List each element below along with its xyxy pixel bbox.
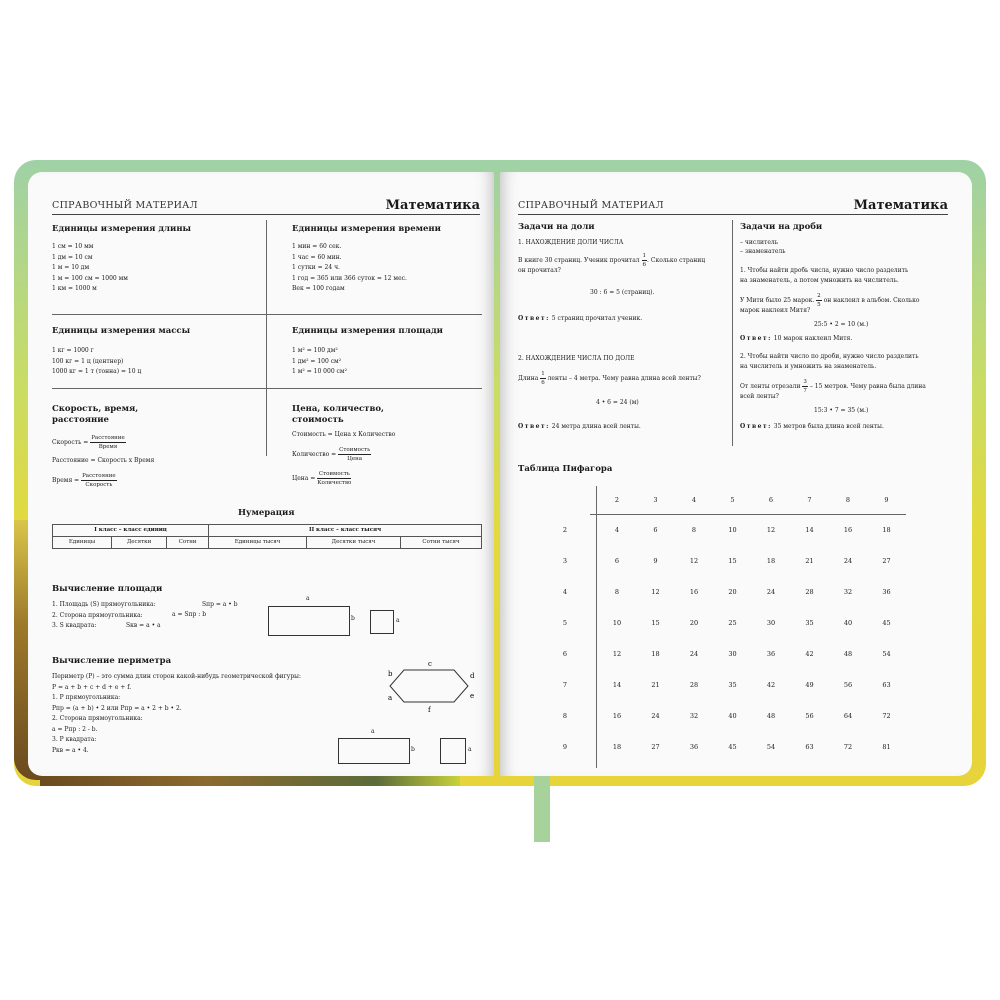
pythagoras-header-cell: 3 [653, 496, 658, 504]
pythagoras-row-header: 2 [562, 526, 568, 534]
fraction-rule-2-cont: на числитель и умножить на знаменатель. [740, 363, 877, 370]
pythagoras-cell: 49 [805, 681, 814, 689]
fraction-answer-2: Ответ: 35 метров была длина всей ленты. [740, 423, 884, 430]
time-units-title: Единицы измерения времени [292, 224, 441, 234]
pythagoras-cell: 42 [805, 650, 814, 658]
pythagoras-cell: 21 [805, 557, 814, 565]
pythagoras-cell: 18 [766, 557, 776, 565]
pythagoras-cell: 6 [653, 526, 658, 534]
pythagoras-cell: 24 [689, 650, 699, 658]
pythagoras-cell: 14 [805, 526, 814, 534]
grid-divider [52, 314, 482, 315]
left-page [28, 172, 494, 776]
pythagoras-cell: 12 [689, 557, 699, 565]
bookmark-ribbon[interactable] [534, 776, 550, 842]
pythagoras-cell: 48 [843, 650, 853, 658]
hex-label: a [388, 694, 393, 702]
pythagoras-cell: 9 [653, 557, 658, 565]
numeration-table [52, 524, 482, 549]
page-header [518, 192, 948, 215]
pythagoras-vertical-rule [596, 486, 597, 768]
area-calc-lines: 1. Площадь (S) прямоугольника: 2. Сторона прямоугольника: 3. S квадрата: [52, 601, 156, 629]
pythagoras-cell: 36 [689, 743, 699, 751]
pythagoras-cell: 54 [766, 743, 776, 751]
perimeter-lines: Периметр (P) – это сумма длин сторон какой-нибудь геометрической фигуры: P = a + b + c + d + e + f. 1. P прямоугольника: Pпр = (a + b) • 2 или Pпр = a • 2 + b • 2. 2. Сторона прямоугольника: a = Pпр : 2 - b. 3. P квадрата: Pкв = a • 4. [52, 673, 301, 754]
parts-problem-2: Длина $\frac{1}{6}$ ленты – 4 метра. Чему равна длина всей ленты? [518, 371, 701, 386]
subject-title: Математика [853, 198, 948, 213]
pythagoras-cell: 32 [843, 588, 853, 596]
parts-subsection-1: 1. НАХОЖДЕНИЕ ДОЛИ ЧИСЛА [518, 239, 624, 246]
pythagoras-row-header: 7 [562, 681, 568, 689]
fraction-problem-2: От ленты отрезали $\frac{3}{7}$ – 15 метров. Чему равна была длина [740, 379, 926, 394]
pythagoras-row-header: 5 [562, 619, 568, 627]
pythagoras-row-header: 9 [562, 743, 568, 751]
pythagoras-header-cell: 7 [807, 496, 812, 504]
time-units-list: 1 мин = 60 сек. 1 час = 60 мин. 1 сутки = 24 ч. 1 год = 365 или 366 суток = 12 мес. Век = 100 годам [292, 243, 407, 292]
hex-label: e [470, 692, 475, 700]
pythagoras-cell: 63 [882, 681, 891, 689]
perim-square-label: a [468, 746, 472, 753]
pythagoras-row-header: 8 [562, 712, 568, 720]
rectangle-diagram [268, 606, 350, 636]
pythagoras-cell: 10 [728, 526, 737, 534]
pythagoras-cell: 16 [843, 526, 853, 534]
hex-label: f [428, 706, 431, 714]
area-calc-title: Вычисление площади [52, 584, 163, 594]
pythagoras-cell: 40 [843, 619, 853, 627]
pythagoras-row-header: 6 [562, 650, 568, 658]
fraction-calc-2: 15:3 • 7 = 35 (м.) [814, 407, 869, 414]
pythagoras-cell: 12 [766, 526, 776, 534]
perimeter-title: Вычисление периметра [52, 656, 172, 666]
pythagoras-row-header: 3 [562, 557, 568, 565]
pythagoras-cell: 81 [882, 743, 891, 751]
area-units-list: 1 м² = 100 дм² 1 дм² = 100 см² 1 м² = 10 000 см² [292, 347, 347, 375]
fractions-title: Задачи на дроби [740, 222, 823, 232]
class-thousands-header: II класс – класс тысяч [209, 525, 482, 537]
square-diagram [370, 610, 394, 634]
class-units-header: I класс – класс единиц [53, 525, 209, 537]
pythagoras-cell: 21 [651, 681, 660, 689]
pythagoras-cell: 35 [805, 619, 814, 627]
denominator-label: – знаменатель [740, 248, 786, 255]
numerator-label: – числитель [740, 239, 778, 246]
pythagoras-header-cell: 4 [691, 496, 697, 504]
pythagoras-cell: 35 [728, 681, 737, 689]
pythagoras-cell: 28 [805, 588, 814, 596]
hex-label: b [388, 670, 393, 678]
parts-subsection-2: 2. НАХОЖДЕНИЕ ЧИСЛА ПО ДОЛЕ [518, 355, 635, 362]
perim-rect-a-label: a [371, 728, 375, 735]
side-formula: a = Sпр : b [172, 611, 207, 618]
parts-title: Задачи на доли [518, 222, 595, 232]
pythagoras-cell: 10 [612, 619, 622, 627]
speed-title: Скорость, время, расстояние [52, 404, 139, 425]
pythagoras-cell: 72 [843, 743, 853, 751]
distance-formula: Расстояние = Скорость х Время [52, 457, 155, 464]
pythagoras-cell: 36 [766, 650, 776, 658]
pythagoras-cell: 42 [766, 681, 776, 689]
pythagoras-cell: 12 [612, 650, 622, 658]
pythagoras-cell: 63 [805, 743, 814, 751]
pythagoras-cell: 15 [728, 557, 737, 565]
pythagoras-cell: 48 [766, 712, 776, 720]
section-label: СПРАВОЧНЫЙ МАТЕРИАЛ [52, 200, 198, 211]
numeration-col: Единицы [53, 537, 112, 549]
rect-side-a-label: a [306, 595, 310, 602]
numeration-col: Единицы тысяч [209, 537, 307, 549]
pythagoras-cell: 72 [882, 712, 891, 720]
length-units-title: Единицы измерения длины [52, 224, 192, 234]
numeration-col: Десятки [111, 537, 166, 549]
grid-divider [52, 388, 482, 389]
price-formula: Цена = $\frac{\text{Стоимость}}{\text{Количество}}$ [292, 471, 352, 486]
pythagoras-header-cell: 6 [768, 496, 774, 504]
fraction-calc-1: 25:5 • 2 = 10 (м.) [814, 321, 869, 328]
numeration-col: Сотни [167, 537, 209, 549]
section-label: СПРАВОЧНЫЙ МАТЕРИАЛ [518, 200, 664, 211]
pythagoras-cell: 16 [689, 588, 699, 596]
pythagoras-cell: 15 [651, 619, 660, 627]
pythagoras-header-cell: 5 [730, 496, 735, 504]
parts-answer-1: Ответ: 5 страниц прочитал ученик. [518, 315, 643, 322]
pythagoras-cell: 18 [651, 650, 660, 658]
parts-problem-1-cont: он прочитал? [518, 267, 561, 274]
pythagoras-cell: 24 [651, 712, 660, 720]
hex-label: d [470, 672, 475, 680]
fraction-answer-1: Ответ: 10 марок наклеил Митя. [740, 335, 853, 342]
pythagoras-cell: 18 [612, 743, 622, 751]
perimeter-square [440, 738, 466, 764]
pythagoras-cell: 64 [843, 712, 853, 720]
pythagoras-cell: 27 [882, 557, 891, 565]
price-title: Цена, количество, стоимость [292, 404, 384, 425]
pythagoras-cell: 4 [614, 526, 620, 534]
numeration-title: Нумерация [238, 508, 295, 518]
pythagoras-header-cell: 2 [614, 496, 620, 504]
column-divider [732, 220, 733, 446]
parts-problem-1: В книге 30 страниц. Ученик прочитал $\frac{1}{6}$ . Сколько страниц [518, 253, 706, 268]
time-formula: Время = $\frac{\text{Расстояние}}{\text{Скорость}}$ [52, 473, 116, 488]
pythagoras-cell: 40 [728, 712, 737, 720]
square-area-formula: Sкв = a • a [126, 622, 161, 629]
pythagoras-cell: 8 [691, 526, 697, 534]
perimeter-rectangle [338, 738, 410, 764]
pythagoras-cell: 6 [614, 557, 620, 565]
pythagoras-cell: 36 [882, 588, 891, 596]
pythagoras-cell: 56 [805, 712, 814, 720]
numeration-col: Десятки тысяч [306, 537, 400, 549]
hex-label: c [428, 660, 432, 668]
numeration-col: Сотни тысяч [401, 537, 482, 549]
pythagoras-cell: 45 [882, 619, 891, 627]
pythagoras-cell: 25 [728, 619, 737, 627]
rect-side-b-label: b [351, 615, 355, 622]
parts-calc-1: 30 : 6 = 5 (страниц). [590, 289, 655, 296]
pythagoras-cell: 20 [689, 619, 699, 627]
pythagoras-horizontal-rule [590, 514, 906, 515]
square-side-label: a [396, 617, 400, 624]
pythagoras-cell: 56 [843, 681, 853, 689]
pythagoras-title: Таблица Пифагора [518, 464, 613, 474]
pythagoras-cell: 16 [612, 712, 622, 720]
cost-formula: Стоимость = Цена х Количество [292, 431, 396, 438]
fraction-rule-2: 2. Чтобы найти число по дроби, нужно число разделить [740, 353, 919, 360]
pythagoras-cell: 45 [728, 743, 737, 751]
area-formula: Sпр = a • b [202, 601, 238, 608]
speed-formula: Скорость = $\frac{\text{Расстояние}}{\text{Время}}$ [52, 435, 125, 450]
quantity-formula: Количество = $\frac{\text{Стоимость}}{\text{Цена}}$ [292, 447, 371, 462]
pythagoras-cell: 54 [882, 650, 891, 658]
pythagoras-cell: 8 [614, 588, 620, 596]
mass-units-list: 1 кг = 1000 г 100 кг = 1 ц (центнер) 1000 кг = 1 т (тонна) = 10 ц [52, 347, 142, 375]
hexagon-diagram [382, 656, 482, 716]
pythagoras-table [550, 482, 950, 772]
parts-answer-2: Ответ: 24 метра длина всей ленты. [518, 423, 641, 430]
pythagoras-cell: 14 [612, 681, 622, 689]
mass-units-title: Единицы измерения массы [52, 326, 191, 336]
pythagoras-cell: 27 [651, 743, 660, 751]
page-header [52, 192, 480, 215]
pythagoras-cell: 32 [689, 712, 699, 720]
length-units-list: 1 см = 10 мм 1 дм = 10 см 1 м = 10 дм 1 м = 100 см = 1000 мм 1 км = 1000 м [52, 243, 128, 292]
pythagoras-cell: 18 [882, 526, 891, 534]
fraction-rule-1-cont: на знаменатель, а потом умножить на числитель. [740, 277, 899, 284]
fraction-problem-1-cont: марок наклеил Митя? [740, 307, 811, 314]
grid-divider [266, 220, 267, 456]
pythagoras-cell: 28 [689, 681, 699, 689]
pythagoras-header-cell: 9 [884, 496, 889, 504]
parts-calc-2: 4 • 6 = 24 (м) [596, 399, 639, 406]
pythagoras-cell: 20 [728, 588, 737, 596]
pythagoras-cell: 24 [766, 588, 776, 596]
fraction-rule-1: 1. Чтобы найти дробь числа, нужно число разделить [740, 267, 909, 274]
pythagoras-row-header: 4 [562, 588, 568, 596]
pythagoras-cell: 24 [843, 557, 853, 565]
pythagoras-cell: 30 [728, 650, 737, 658]
fraction-problem-2-cont: всей ленты? [740, 393, 779, 400]
right-page [500, 172, 972, 776]
subject-title: Математика [385, 198, 480, 213]
fraction-problem-1: У Мити было 25 марок. $\frac{2}{5}$ он наклеил в альбом. Сколько [740, 293, 920, 308]
pythagoras-cell: 30 [766, 619, 776, 627]
perim-rect-b-label: b [411, 746, 415, 753]
area-units-title: Единицы измерения площади [292, 326, 443, 336]
pythagoras-header-cell: 8 [845, 496, 851, 504]
pythagoras-cell: 12 [651, 588, 660, 596]
